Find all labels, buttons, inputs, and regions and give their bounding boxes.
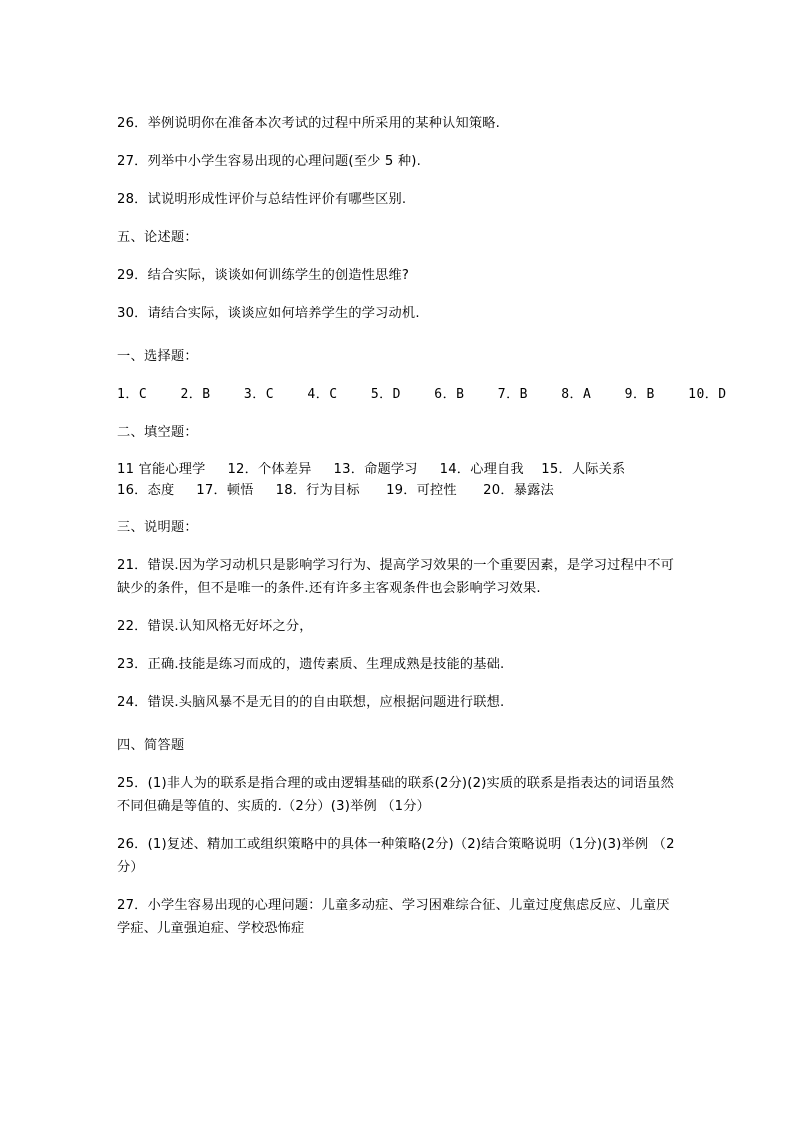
question-26: 26．举例说明你在准备本次考试的过程中所采用的某种认知策略. — [117, 116, 501, 131]
answer-27: 27．小学生容易出现的心理问题：儿童多动症、学习困难综合征、儿童过度焦虑反应、儿童厌学症、儿童强迫症、学校恐怖症 — [117, 898, 670, 936]
section-heading-essay: 五、论述题： — [117, 230, 198, 245]
answer-22: 22．错误.认知风格无好坏之分， — [117, 619, 313, 634]
question-28: 28．试说明形成性评价与总结性评价有哪些区别. — [117, 192, 407, 207]
section-heading-explain: 三、说明题： — [117, 520, 198, 535]
document-content — [117, 112, 727, 955]
question-30: 30．请结合实际，谈谈应如何培养学生的学习动机. — [117, 306, 420, 321]
answer-24: 24．错误.头脑风暴不是无目的的自由联想，应根据问题进行联想. — [117, 695, 505, 710]
section-heading-multiple-choice: 一、选择题： — [117, 349, 198, 364]
multiple-choice-answer-row: 1．C 2．B 3．C 4．C 5．D 6．B 7．B 8．A 9．B 10．D — [117, 387, 727, 402]
question-27: 27．列举中小学生容易出现的心理问题(至少 5 种). — [117, 154, 421, 169]
fill-blank-answer-line-1: 11 官能心理学 12．个体差异 13．命题学习 14．心理自我 15．人际关系 — [117, 462, 626, 477]
fill-blank-answer-line-2: 16．态度 17．顿悟 18．行为目标 19．可控性 20．暴露法 — [117, 483, 554, 498]
fill-blank-answers — [117, 459, 679, 501]
answer-23: 23．正确.技能是练习而成的，遗传素质、生理成熟是技能的基础. — [117, 657, 505, 672]
answer-21: 21．错误.因为学习动机只是影响学习行为、提高学习效果的一个重要因素，是学习过程中不可缺少的条件，但不是唯一的条件.还有许多主客观条件也会影响学习效果. — [117, 558, 675, 596]
section-heading-fill-blank: 二、填空题： — [117, 425, 198, 440]
section-heading-short-answer: 四、简答题 — [117, 738, 185, 753]
answer-26: 26．(1)复述、精加工或组织策略中的具体一种策略(2分)（2)结合策略说明（1分)(3)举例 （2分） — [117, 837, 675, 875]
question-29: 29．结合实际，谈谈如何训练学生的创造性思维? — [117, 268, 410, 283]
answer-25: 25．(1)非人为的联系是指合理的或由逻辑基础的联系(2分)(2)实质的联系是指表达的词语虽然不同但确是等值的、实质的.（2分）(3)举例 （1分） — [117, 776, 674, 814]
